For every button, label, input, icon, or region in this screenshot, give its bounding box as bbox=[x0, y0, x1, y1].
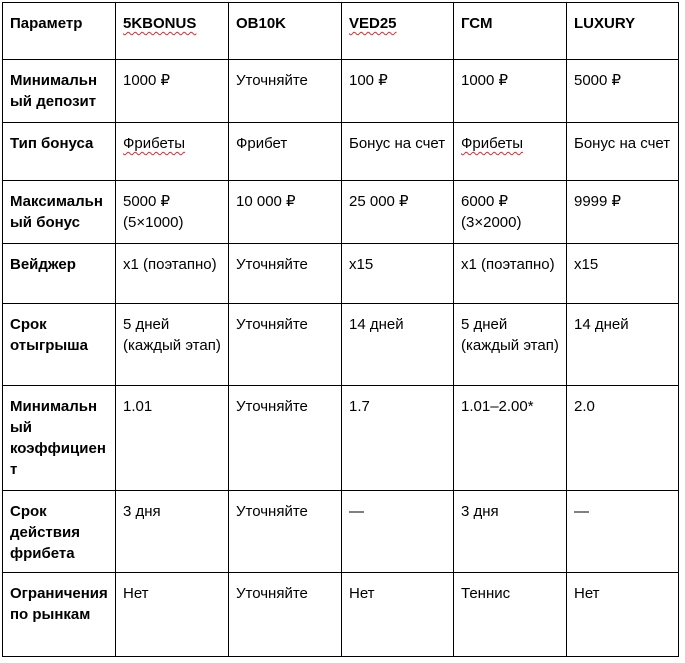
header-cell-luxury: LUXURY bbox=[567, 3, 679, 60]
table-cell: 1.01–2.00* bbox=[454, 386, 567, 491]
header-cell-ved25: VED25 bbox=[342, 3, 454, 60]
table-cell: 2.0 bbox=[567, 386, 679, 491]
table-cell: 9999 ₽ bbox=[567, 181, 679, 244]
table-cell: 1.7 bbox=[342, 386, 454, 491]
table-cell: Уточняйте bbox=[229, 573, 342, 657]
table-row bbox=[3, 386, 679, 491]
table-cell: 14 дней bbox=[342, 304, 454, 386]
table-cell: Уточняйте bbox=[229, 304, 342, 386]
row-label-market-restrictions: Ограничения по рынкам bbox=[3, 573, 116, 657]
table-cell: Фрибеты bbox=[454, 123, 567, 181]
table-cell: 3 дня bbox=[454, 491, 567, 573]
table-row bbox=[3, 573, 679, 657]
table-cell: Теннис bbox=[454, 573, 567, 657]
table-cell: Нет bbox=[116, 573, 229, 657]
table-cell: x15 bbox=[567, 244, 679, 304]
table-cell: Бонус на счет bbox=[342, 123, 454, 181]
table-cell: — bbox=[342, 491, 454, 573]
table-cell: 5 дней (каждый этап) bbox=[454, 304, 567, 386]
table-cell: 5000 ₽ (5×1000) bbox=[116, 181, 229, 244]
table-cell: 14 дней bbox=[567, 304, 679, 386]
table-cell: 10 000 ₽ bbox=[229, 181, 342, 244]
header-row bbox=[3, 3, 679, 60]
table-row bbox=[3, 123, 679, 181]
table-cell: 5 дней (каждый этап) bbox=[116, 304, 229, 386]
table-row bbox=[3, 491, 679, 573]
table-cell: — bbox=[567, 491, 679, 573]
table-row bbox=[3, 181, 679, 244]
table-cell: Уточняйте bbox=[229, 244, 342, 304]
row-label-min-deposit: Минимальный депозит bbox=[3, 60, 116, 123]
header-cell-parameter: Параметр bbox=[3, 3, 116, 60]
table-cell: 1.01 bbox=[116, 386, 229, 491]
row-label-min-odds: Минимальный коэффициент bbox=[3, 386, 116, 491]
table-cell: 1000 ₽ bbox=[454, 60, 567, 123]
table-cell: x1 (поэтапно) bbox=[454, 244, 567, 304]
table-cell: x15 bbox=[342, 244, 454, 304]
table-row bbox=[3, 304, 679, 386]
table-cell: Фрибеты bbox=[116, 123, 229, 181]
header-cell-5kbonus: 5KBONUS bbox=[116, 3, 229, 60]
table-cell: 3 дня bbox=[116, 491, 229, 573]
table-row bbox=[3, 244, 679, 304]
header-cell-gsm: ГСМ bbox=[454, 3, 567, 60]
promo-comparison-table bbox=[2, 2, 679, 657]
table-cell: Нет bbox=[567, 573, 679, 657]
table-cell: 100 ₽ bbox=[342, 60, 454, 123]
row-label-bonus-type: Тип бонуса bbox=[3, 123, 116, 181]
table-cell: Уточняйте bbox=[229, 491, 342, 573]
table-cell: 5000 ₽ bbox=[567, 60, 679, 123]
table-cell: x1 (поэтапно) bbox=[116, 244, 229, 304]
row-label-freebet-validity: Срок действия фрибета bbox=[3, 491, 116, 573]
row-label-max-bonus: Максимальный бонус bbox=[3, 181, 116, 244]
row-label-wager: Вейджер bbox=[3, 244, 116, 304]
table-cell: Уточняйте bbox=[229, 60, 342, 123]
header-cell-ob10k: OB10K bbox=[229, 3, 342, 60]
table-cell: Фрибет bbox=[229, 123, 342, 181]
table-cell: Нет bbox=[342, 573, 454, 657]
table-cell: Бонус на счет bbox=[567, 123, 679, 181]
row-label-wagering-period: Срок отыгрыша bbox=[3, 304, 116, 386]
table-row bbox=[3, 60, 679, 123]
table-cell: 1000 ₽ bbox=[116, 60, 229, 123]
table-cell: 6000 ₽ (3×2000) bbox=[454, 181, 567, 244]
table-cell: 25 000 ₽ bbox=[342, 181, 454, 244]
table-cell: Уточняйте bbox=[229, 386, 342, 491]
